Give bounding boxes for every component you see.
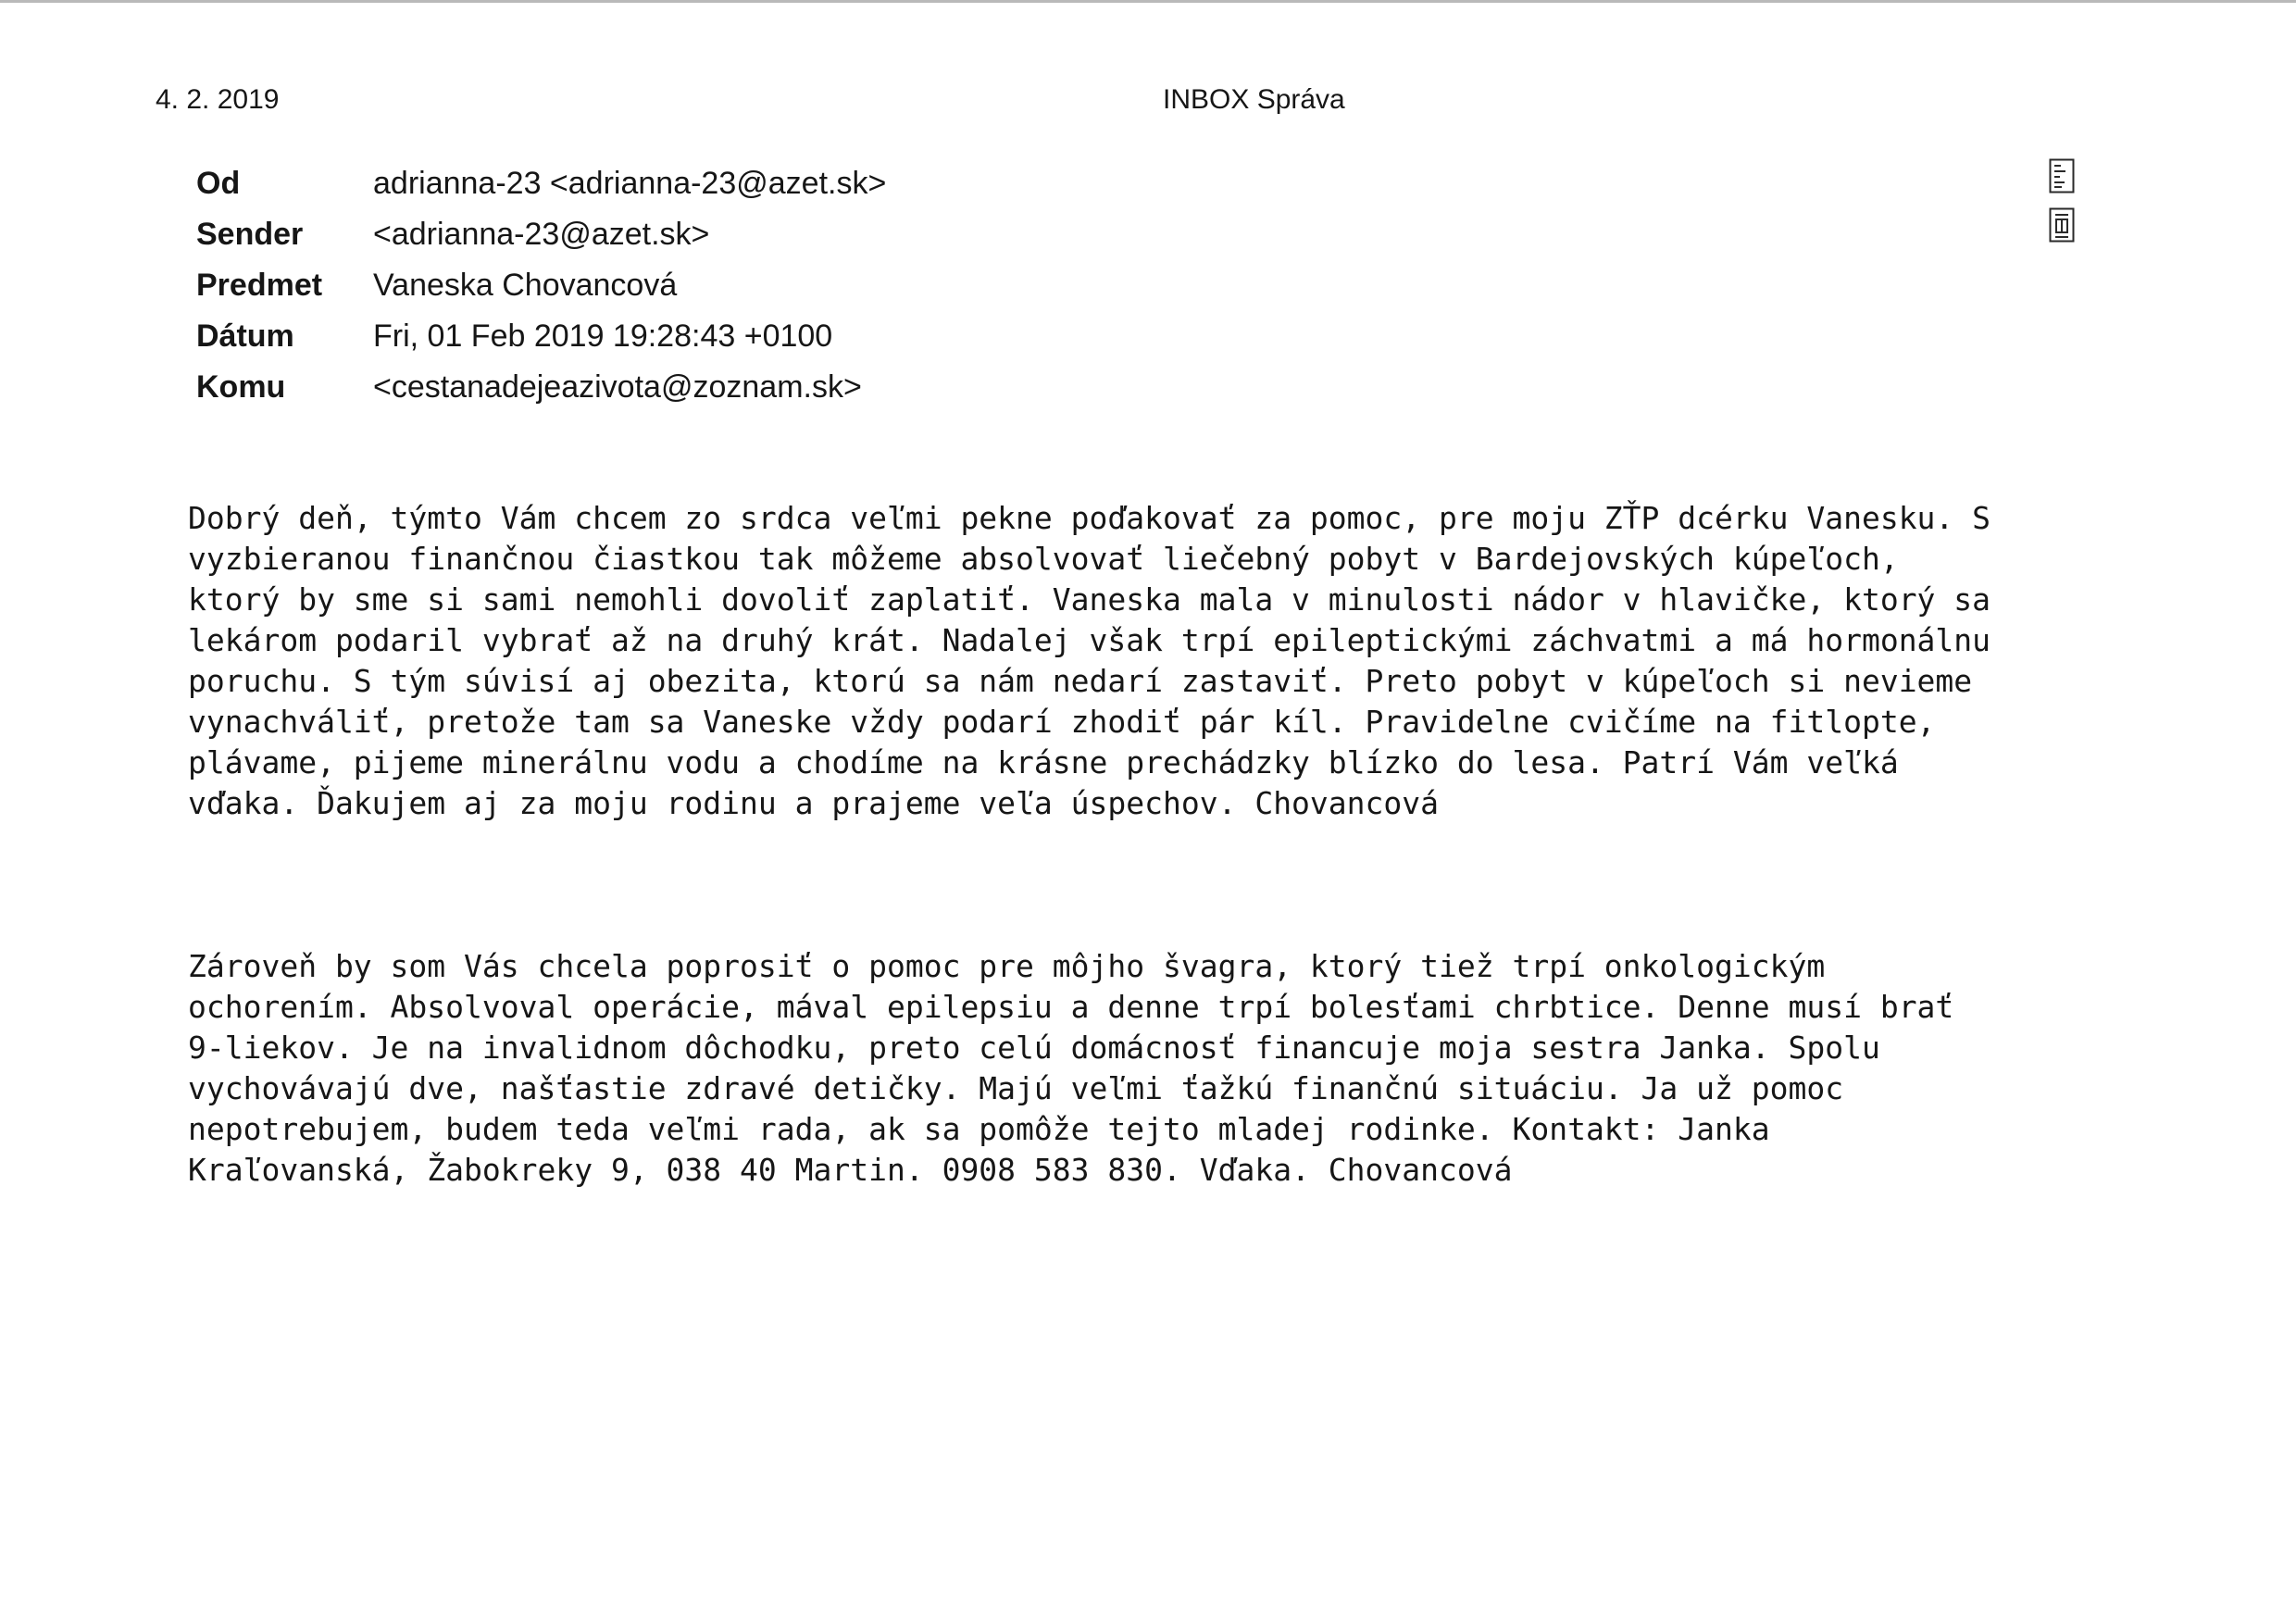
- message-line: poruchu. S tým súvisí aj obezita, ktorú sa nám nedarí zastaviť. Preto pobyt v kúpeľoch si nevieme: [188, 663, 1973, 699]
- print-title: INBOX Správa: [1163, 84, 1345, 115]
- message-line: vďaka. Ďakujem aj za moju rodinu a prajeme veľa úspechov. Chovancová: [188, 785, 1440, 821]
- print-message-icon[interactable]: [2049, 207, 2075, 243]
- message-line: plávame, pijeme minerálnu vodu a chodíme na krásne prechádzky blízko do lesa. Patrí Vám veľká: [188, 744, 1899, 780]
- header-value-to: <cestanadejeazivota@zoznam.sk>: [373, 369, 862, 405]
- message-line: 9-liekov. Je na invalidnom dôchodku, preto celú domácnosť financuje moja sestra Janka. Spolu: [188, 1030, 1880, 1066]
- message-paragraph-request: [188, 946, 2123, 1191]
- message-line: ochorením. Absolvoval operácie, mával epilepsiu a denne trpí bolesťami chrbtice. Denne musí brať: [188, 989, 1954, 1025]
- scan-edge-line: [0, 0, 2296, 3]
- message-paragraph-thanks: [188, 498, 2123, 824]
- header-label-to: Komu: [196, 369, 286, 405]
- message-headers: [196, 158, 1585, 413]
- header-row-from: [196, 158, 1585, 209]
- message-line: vyzbieranou finančnou čiastkou tak môžeme absolvovať liečebný pobyt v Bardejovských kúpeľoch,: [188, 541, 1899, 577]
- message-line: Dobrý deň, týmto Vám chcem zo srdca veľmi pekne poďakovať za pomoc, pre moju ZŤP dcérku Vanesku. S: [188, 500, 1991, 536]
- print-date: 4. 2. 2019: [156, 84, 280, 115]
- message-line: Zároveň by som Vás chcela poprosiť o pomoc pre môjho švagra, ktorý tiež trpí onkologickým: [188, 948, 1826, 984]
- header-row-sender: [196, 209, 1585, 260]
- message-action-icons: [2049, 158, 2078, 256]
- message-body: [188, 417, 2123, 1272]
- message-line: lekárom podaril vybrať až na druhý krát. Nadalej však trpí epileptickými záchvatmi a má hormonálnu: [188, 622, 1991, 658]
- header-label-subject: Predmet: [196, 268, 323, 303]
- header-value-subject: Vaneska Chovancová: [373, 268, 678, 303]
- header-label-sender: Sender: [196, 217, 304, 252]
- header-row-subject: [196, 260, 1585, 311]
- message-details-icon[interactable]: [2049, 158, 2075, 194]
- header-value-from: adrianna-23 <adrianna-23@azet.sk>: [373, 166, 887, 201]
- header-row-date: [196, 311, 1585, 362]
- message-line: ktorý by sme si sami nemohli dovoliť zaplatiť. Vaneska mala v minulosti nádor v hlavičke, ktorý sa: [188, 581, 1991, 618]
- header-label-from: Od: [196, 166, 241, 201]
- header-row-to: [196, 362, 1585, 413]
- message-line: vychovávajú dve, našťastie zdravé detičky. Majú veľmi ťažkú finančnú situáciu. Ja už pomoc: [188, 1070, 1844, 1106]
- message-line: nepotrebujem, budem teda veľmi rada, ak sa pomôže tejto mladej rodinke. Kontakt: Janka: [188, 1111, 1770, 1147]
- header-value-date: Fri, 01 Feb 2019 19:28:43 +0100: [373, 318, 833, 354]
- header-label-date: Dátum: [196, 318, 294, 354]
- message-line: vynachváliť, pretože tam sa Vaneske vždy podarí zhodiť pár kíl. Pravidelne cvičíme na fitlopte,: [188, 704, 1936, 740]
- header-value-sender: <adrianna-23@azet.sk>: [373, 217, 710, 252]
- message-line: Kraľovanská, Žabokreky 9, 038 40 Martin. 0908 583 830. Vďaka. Chovancová: [188, 1152, 1513, 1188]
